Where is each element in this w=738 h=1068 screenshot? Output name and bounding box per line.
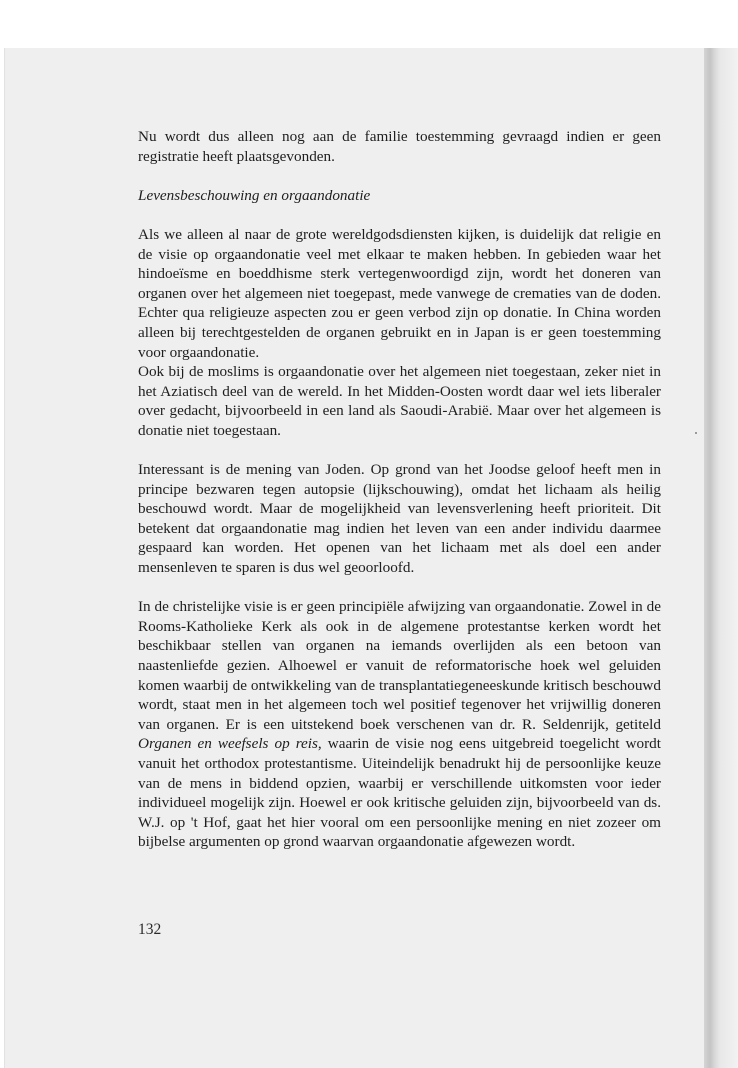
paragraph-intro: Nu wordt dus alleen nog aan de familie toestemming gevraagd indien er geen registratie heeft plaatsgevonden. bbox=[138, 128, 661, 165]
paper-speck bbox=[695, 432, 697, 434]
section-heading: Levensbeschouwing en orgaandonatie bbox=[138, 186, 371, 204]
book-spine bbox=[704, 48, 738, 1068]
paragraph-christian-part2: , waarin de visie nog eens uitgebreid toegelicht wordt vanuit het orthodox protestantisme. Uiteindelijk benadrukt hij de persoonlijke keuze van de mens in biddend opzien, waarbij er verschillende uitkomsten voor ieder individueel mogelijk zijn. Hoewel er ook kritische geluiden zijn, bijvoorbeeld van ds. W.J. op 't Hof, gaat het hier vooral om een persoonlijke mening en niet zozeer om bijbelse argumenten op grond waarvan orgaandonatie afgewezen wordt. bbox=[138, 735, 661, 851]
page-number: 132 bbox=[138, 921, 162, 938]
background-edge bbox=[704, 0, 738, 48]
paragraph-christian-part1: In de christelijke visie is er geen principiële afwijzing van orgaandonatie. Zowel in de Rooms-Katholieke Kerk als ook in de algemene protestantse kerken wordt het beschikbaar stellen van organen na iemands overlijden als een betoon van naastenliefde gezien. Alhoewel er vanuit de reformatorische hoek wel geluiden komen waarbij de ontwikkeling van de transplantatiegeneeskunde kritisch beschouwd wordt, staat men in het algemeen toch wel positief tegenover het vrijwillig doneren van organen. Er is een uitstekend boek verschenen van dr. R. Seldenrijk, getiteld bbox=[138, 598, 661, 733]
page-body bbox=[138, 127, 661, 852]
paragraph-religions: Als we alleen al naar de grote wereldgodsdiensten kijken, is duidelijk dat religie en de visie op orgaandonatie veel met elkaar te maken hebben. In gebieden waar het hindoeïsme en boeddhisme sterk vertegenwoordigd zijn, wordt het doneren van organen over het algemeen niet toegepast, mede vanwege de crematies van de doden. Echter qua religieuze aspecten zou er geen verbod zijn op donatie. In China worden alleen bij terechtgestelden de organen gebruikt en in Japan is er geen toestemming voor orgaandonatie. bbox=[138, 225, 661, 361]
book-title: Organen en weefsels op reis bbox=[138, 735, 318, 753]
paragraph-christian bbox=[138, 597, 661, 852]
paragraph-muslims: Ook bij de moslims is orgaandonatie over het algemeen niet toegestaan, zeker niet in het Aziatisch deel van de wereld. In het Midden-Oosten wordt daar wel iets liberaler over gedacht, bijvoorbeeld in een land als Saoudi-Arabië. Maar over het algemeen is donatie niet toegestaan. bbox=[138, 363, 661, 439]
paragraph-jews: Interessant is de mening van Joden. Op grond van het Joodse geloof heeft men in principe bezwaren tegen autopsie (lijkschouwing), omdat het lichaam als heilig beschouwd wordt. Maar de mogelijkheid van levensverlening heeft prioriteit. Dit betekent dat orgaandonatie mag indien het leven van een ander individu daarmee gespaard kan worden. Het openen van het lichaam met als doel een ander mensenleven te sparen is dus wel geoorloofd. bbox=[138, 461, 661, 577]
